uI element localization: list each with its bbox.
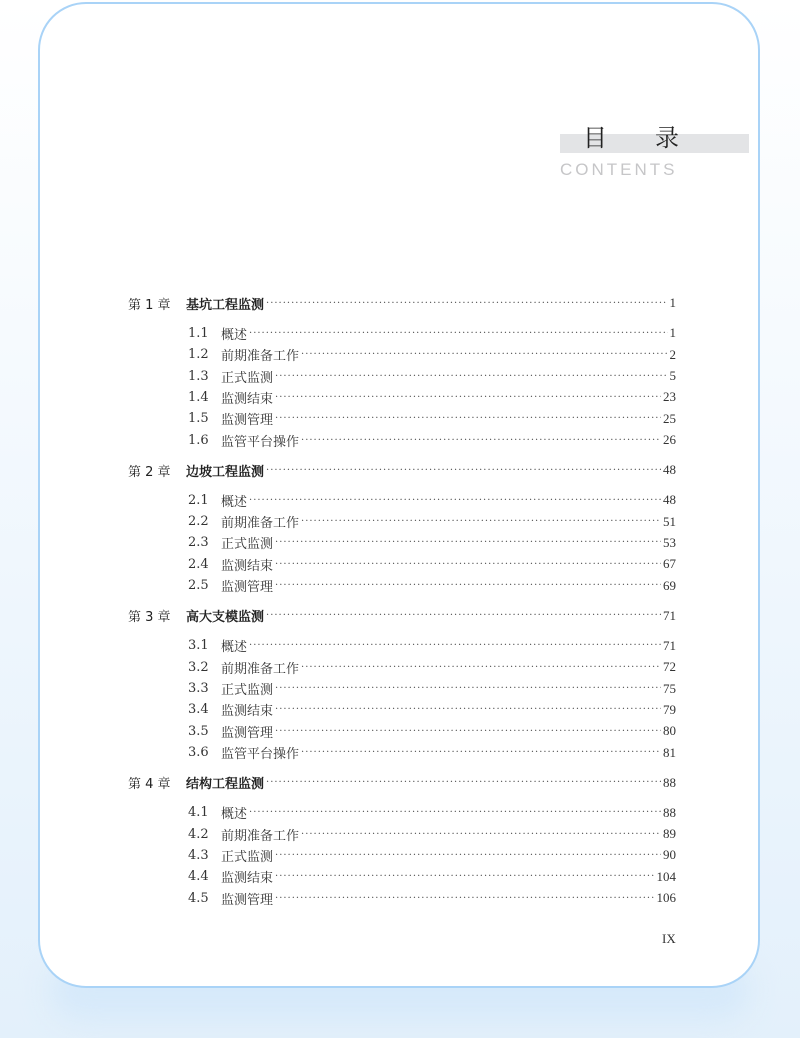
section-title: 监管平台操作 — [221, 747, 300, 763]
table-of-contents — [128, 284, 676, 909]
section-entry[interactable] — [128, 823, 676, 844]
section-title: 概述 — [221, 807, 248, 823]
section-entry[interactable] — [128, 866, 676, 887]
section-title: 前期准备工作 — [221, 516, 300, 532]
dot-leader — [275, 726, 661, 737]
section-page: 48 — [663, 492, 676, 508]
dot-leader — [301, 747, 661, 758]
dot-leader — [275, 850, 661, 861]
dot-leader — [301, 435, 661, 446]
section-page: 79 — [663, 701, 676, 717]
section-title: 监测管理 — [221, 413, 274, 429]
section-number: 3.6 — [188, 745, 209, 761]
section-title: 监测管理 — [221, 580, 274, 596]
section-number: 3.4 — [188, 702, 209, 718]
dot-leader — [275, 559, 661, 570]
section-number: 4.3 — [188, 847, 209, 863]
section-title: 概述 — [221, 494, 248, 510]
section-entry[interactable] — [128, 721, 676, 742]
dot-leader — [301, 349, 667, 360]
section-number: 2.1 — [188, 492, 209, 508]
chapter-page: 1 — [669, 295, 676, 311]
section-page: 23 — [663, 389, 676, 405]
section-number: 2.5 — [188, 578, 209, 594]
dot-leader — [249, 807, 661, 818]
section-number: 4.1 — [188, 805, 209, 821]
title-char: 目 — [583, 124, 607, 152]
dot-leader — [249, 640, 661, 651]
section-title: 监测管理 — [221, 892, 274, 908]
section-page: 89 — [663, 826, 676, 842]
section-number: 3.5 — [188, 723, 209, 739]
dot-leader — [249, 495, 661, 506]
dot-leader — [275, 871, 654, 882]
dot-leader — [249, 328, 667, 339]
section-title: 概述 — [221, 640, 248, 656]
section-page: 69 — [663, 577, 676, 593]
chapter-page: 71 — [663, 607, 676, 623]
section-title: 监测结束 — [221, 871, 274, 887]
section-entry[interactable] — [128, 845, 676, 866]
chapter-title: 基坑工程监测 — [186, 297, 265, 313]
section-title: 正式监测 — [221, 683, 274, 698]
section-title: 概述 — [221, 327, 248, 343]
chapter-entry[interactable] — [128, 605, 676, 626]
chapter-number: 第 4 章 — [128, 777, 171, 793]
section-title: 监测结束 — [221, 391, 274, 407]
section-number: 3.3 — [188, 681, 209, 696]
section-page: 80 — [663, 723, 676, 739]
section-number: 1.3 — [188, 368, 209, 384]
section-page: 26 — [663, 432, 676, 448]
section-page: 72 — [663, 659, 676, 675]
section-title: 正式监测 — [221, 537, 274, 553]
page-title — [583, 118, 679, 153]
section-page: 1 — [669, 325, 676, 341]
section-title: 监管平台操作 — [221, 434, 300, 450]
section-page: 90 — [663, 847, 676, 863]
section-entry[interactable] — [128, 699, 676, 720]
dot-leader — [266, 610, 661, 621]
dot-leader — [301, 829, 661, 840]
section-number: 4.5 — [188, 890, 209, 906]
section-entry[interactable] — [128, 532, 676, 553]
title-char: 录 — [655, 124, 679, 152]
chapter-title: 边坡工程监测 — [186, 464, 265, 480]
section-number: 1.4 — [188, 389, 209, 405]
section-entry[interactable] — [128, 511, 676, 532]
section-title: 正式监测 — [221, 370, 274, 386]
chapter-title: 高大支模监测 — [186, 610, 265, 626]
section-page: 106 — [656, 890, 676, 906]
section-title: 前期准备工作 — [221, 349, 300, 365]
section-title: 正式监测 — [221, 849, 274, 865]
dot-leader — [275, 893, 654, 904]
section-entry[interactable] — [128, 888, 676, 909]
dot-leader — [275, 392, 661, 403]
section-title: 前期准备工作 — [221, 661, 300, 677]
section-number: 1.1 — [188, 325, 209, 341]
section-page: 67 — [663, 556, 676, 572]
chapter-number: 第 1 章 — [128, 297, 171, 313]
chapter-title: 结构工程监测 — [186, 777, 265, 793]
section-title: 监测结束 — [221, 558, 274, 574]
chapter-entry[interactable] — [128, 772, 676, 793]
section-page: 75 — [663, 680, 676, 696]
section-title: 监测结束 — [221, 704, 274, 720]
section-title: 监测管理 — [221, 725, 274, 741]
section-page: 25 — [663, 410, 676, 426]
section-number: 1.5 — [188, 411, 209, 427]
chapter-entry[interactable] — [128, 293, 676, 314]
dot-leader — [301, 516, 661, 527]
chapter-number: 第 2 章 — [128, 464, 171, 480]
section-entry[interactable] — [128, 802, 676, 823]
chapter-page: 48 — [663, 462, 676, 478]
section-number: 4.2 — [188, 826, 209, 842]
section-entry[interactable] — [128, 344, 676, 365]
section-entry[interactable] — [128, 575, 676, 596]
section-entry[interactable] — [128, 323, 676, 344]
section-number: 2.2 — [188, 514, 209, 530]
page-number: IX — [662, 931, 676, 946]
chapter-number: 第 3 章 — [128, 610, 171, 626]
chapter-page: 88 — [663, 774, 676, 790]
section-number: 3.1 — [188, 638, 209, 654]
section-page: 5 — [669, 368, 676, 384]
section-number: 1.6 — [188, 432, 209, 448]
dot-leader — [275, 580, 661, 591]
chapter-entry[interactable] — [128, 460, 676, 481]
section-page: 104 — [656, 868, 676, 884]
dot-leader — [301, 662, 661, 673]
section-page: 51 — [663, 513, 676, 529]
section-entry[interactable] — [128, 656, 676, 677]
section-page: 81 — [663, 744, 676, 760]
dot-leader — [275, 704, 661, 715]
section-entry[interactable] — [128, 635, 676, 656]
dot-leader — [275, 413, 661, 424]
section-entry[interactable] — [128, 554, 676, 575]
section-page: 53 — [663, 534, 676, 550]
section-page: 71 — [663, 637, 676, 653]
section-number: 3.2 — [188, 659, 209, 675]
section-title: 前期准备工作 — [221, 828, 300, 844]
section-entry[interactable] — [128, 387, 676, 408]
section-entry[interactable] — [128, 365, 676, 386]
section-entry[interactable] — [128, 742, 676, 763]
section-number: 2.4 — [188, 556, 209, 572]
section-number: 1.2 — [188, 347, 209, 363]
dot-leader — [275, 683, 661, 694]
section-entry[interactable] — [128, 490, 676, 511]
section-entry[interactable] — [128, 430, 676, 451]
section-entry[interactable] — [128, 408, 676, 429]
section-number: 4.4 — [188, 869, 209, 885]
dot-leader — [266, 777, 661, 788]
section-entry[interactable] — [128, 678, 676, 699]
dot-leader — [266, 465, 661, 476]
dot-leader — [275, 537, 661, 548]
dot-leader — [275, 371, 667, 382]
section-number: 2.3 — [188, 535, 209, 551]
dot-leader — [266, 298, 667, 309]
section-page: 88 — [663, 804, 676, 820]
section-page: 2 — [669, 346, 676, 362]
page-subtitle: CONTENTS — [560, 160, 678, 179]
